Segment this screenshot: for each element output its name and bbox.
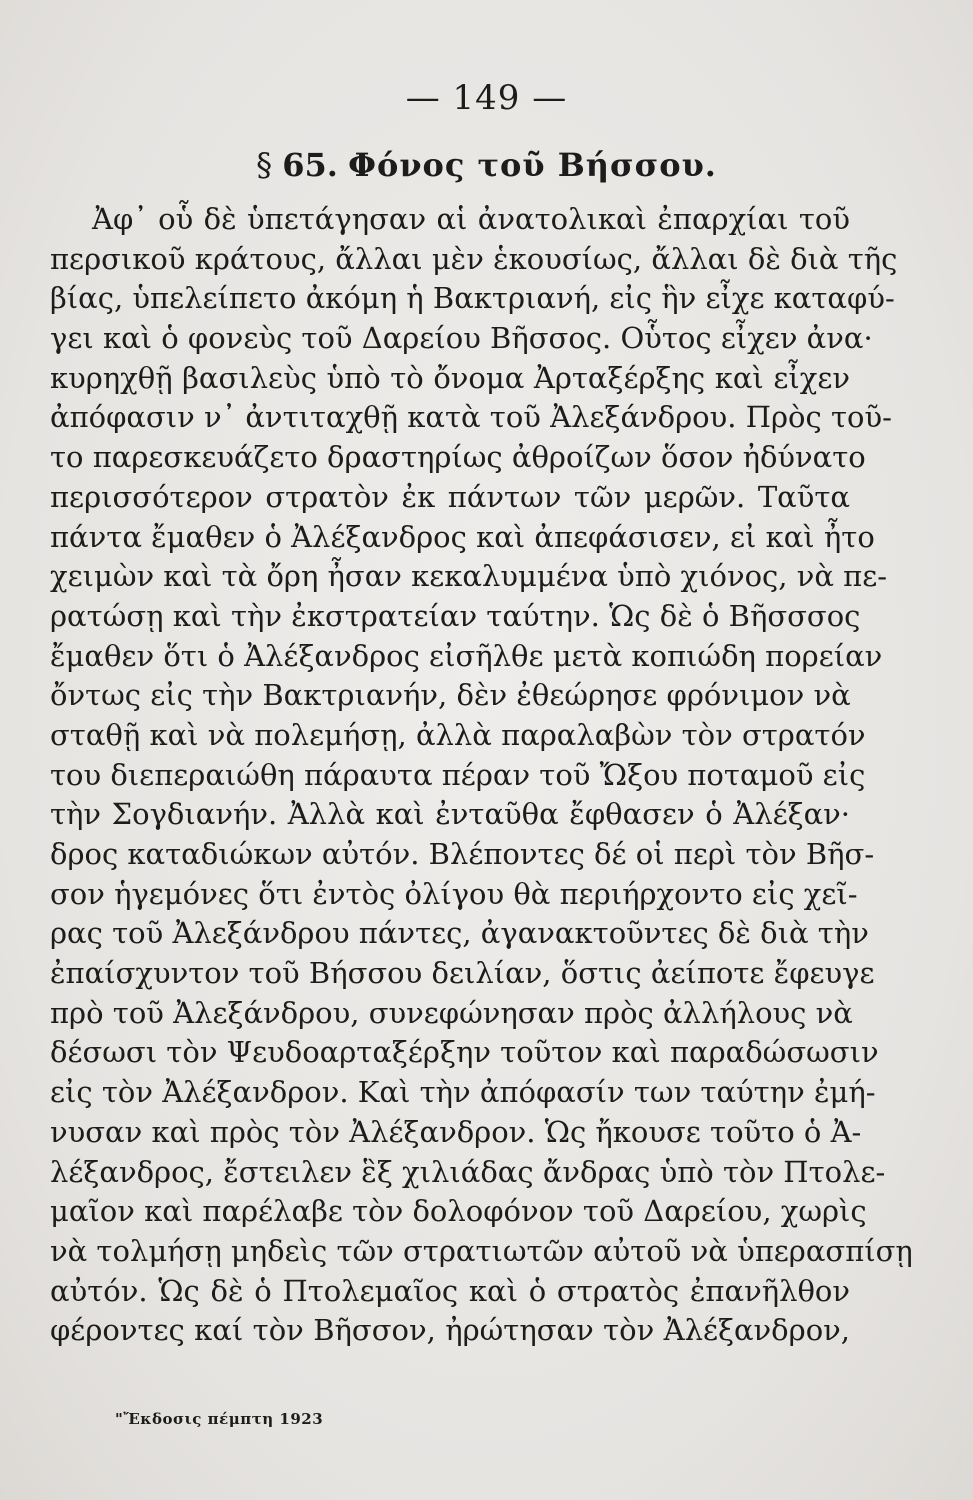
text-line: πρὸ τοῦ Ἀλεξάνδρου, συνεφώνησαν πρὸς ἀλλήλους νὰ	[50, 995, 853, 1030]
section-symbol: §	[256, 146, 273, 184]
text-line: περισσότερον στρατὸν ἐκ πάντων τῶν μερῶν. Ταῦτα	[50, 479, 850, 514]
page-number: — 149 —	[405, 78, 568, 118]
section-heading	[0, 146, 973, 184]
text-line: αὐτόν. Ὡς δὲ ὁ Πτολεμαῖος καὶ ὁ στρατὸς ἐπανῆλθον	[50, 1273, 850, 1308]
text-line: μαῖον καὶ παρέλαβε τὸν δολοφόνον τοῦ Δαρείου, χωρὶς	[50, 1194, 867, 1229]
text-line: τὴν Σογδιανήν. Ἀλλὰ καὶ ἐνταῦθα ἔφθασεν ὁ Ἀλέξαν·	[50, 797, 850, 832]
text-line: ρατώσῃ καὶ τὴν ἐκστρατείαν ταύτην. Ὡς δὲ ὁ Βῆσσσος	[50, 598, 861, 633]
text-line: περσικοῦ κράτους, ἄλλαι μὲν ἑκουσίως, ἄλλαι δὲ διὰ τῆς	[50, 241, 898, 276]
text-line: νυσαν καὶ πρὸς τὸν Ἀλέξανδρον. Ὡς ἤκουσε τοῦτο ὁ Ἀ-	[50, 1114, 862, 1149]
text-line: δέσωσι τὸν Ψευδοαρταξέρξην τοῦτον καὶ παραδώσωσιν	[50, 1035, 879, 1070]
text-line: Ἀφ᾽ οὗ δὲ ὑπετάγησαν αἱ ἀνατολικαὶ ἐπαρχίαι τοῦ	[92, 202, 850, 236]
text-line: χειμὼν καὶ τὰ ὄρη ἦσαν κεκαλυμμένα ὑπὸ χιόνος, νὰ πε-	[50, 559, 888, 594]
text-line: νὰ τολμήσῃ μηδεὶς τῶν στρατιωτῶν αὐτοῦ νὰ ὑπερασπίσῃ	[50, 1233, 913, 1268]
section-number: 65.	[282, 146, 338, 184]
text-line: δρος καταδιώκων αὐτόν. Βλέποντες δέ οἱ περὶ τὸν Βῆσ-	[50, 837, 875, 871]
text-line: σταθῇ καὶ νὰ πολεμήσῃ, ἀλλὰ παραλαβὼν τὸν στρατόν	[50, 717, 866, 752]
text-line: πάντα ἔμαθεν ὁ Ἀλέξανδρος καὶ ἀπεφάσισεν, εἰ καὶ ἦτο	[50, 519, 875, 554]
text-line: του διεπεραιώθη πάραυτα πέραν τοῦ Ὤξου ποταμοῦ εἰς	[50, 757, 866, 792]
text-line: εἰς τὸν Ἀλέξανδρον. Καὶ τὴν ἀπόφασίν των ταύτην ἐμή-	[50, 1075, 876, 1110]
body-text	[50, 200, 913, 1351]
text-line: λέξανδρος, ἔστειλεν ἓξ χιλιάδας ἄνδρας ὑπὸ τὸν Πτολε-	[50, 1154, 886, 1189]
text-line: ἀπόφασιν ν᾽ ἀντιταχθῇ κατὰ τοῦ Ἀλεξάνδρου. Πρὸς τοῦ-	[50, 400, 892, 435]
text-line: γει καὶ ὁ φονεὺς τοῦ Δαρείου Βῆσσος. Οὗτος εἶχεν ἀνα·	[50, 321, 873, 356]
text-line: φέροντες καί τὸν Βῆσσον, ἠρώτησαν τὸν Ἀλέξανδρον,	[50, 1313, 850, 1348]
text-line: σον ἡγεμόνες ὅτι ἐντὸς ὀλίγου θὰ περιήρχοντο εἰς χεῖ-	[50, 876, 858, 911]
text-line: ἔμαθεν ὅτι ὁ Ἀλέξανδρος εἰσῆλθε μετὰ κοπιώδη πορείαν	[50, 638, 883, 673]
text-line: κυρηχθῇ βασιλεὺς ὑπὸ τὸ ὄνομα Ἀρταξέρξης καὶ εἶχεν	[50, 360, 850, 395]
text-line: ὄντως εἰς τὴν Βακτριανήν, δὲν ἐθεώρησε φρόνιμον νὰ	[50, 678, 851, 713]
edition-note: "Ἔκδοσις πέμπτη 1923	[115, 1410, 324, 1428]
text-line: βίας, ὑπελείπετο ἀκόμη ἡ Βακτριανή, εἰς ἣν εἶχε καταφύ-	[50, 281, 895, 316]
text-line: ἐπαίσχυντον τοῦ Βήσσου δειλίαν, ὅστις ἀείποτε ἔφευγε	[50, 956, 875, 991]
text-line: το παρεσκευάζετο δραστηρίως ἀθροίζων ὅσον ἠδύνατο	[50, 440, 866, 475]
text-line: ρας τοῦ Ἀλεξάνδρου πάντες, ἀγανακτοῦντες δὲ διὰ τὴν	[50, 916, 869, 951]
section-title: Φόνος τοῦ Βήσσου.	[348, 146, 717, 184]
